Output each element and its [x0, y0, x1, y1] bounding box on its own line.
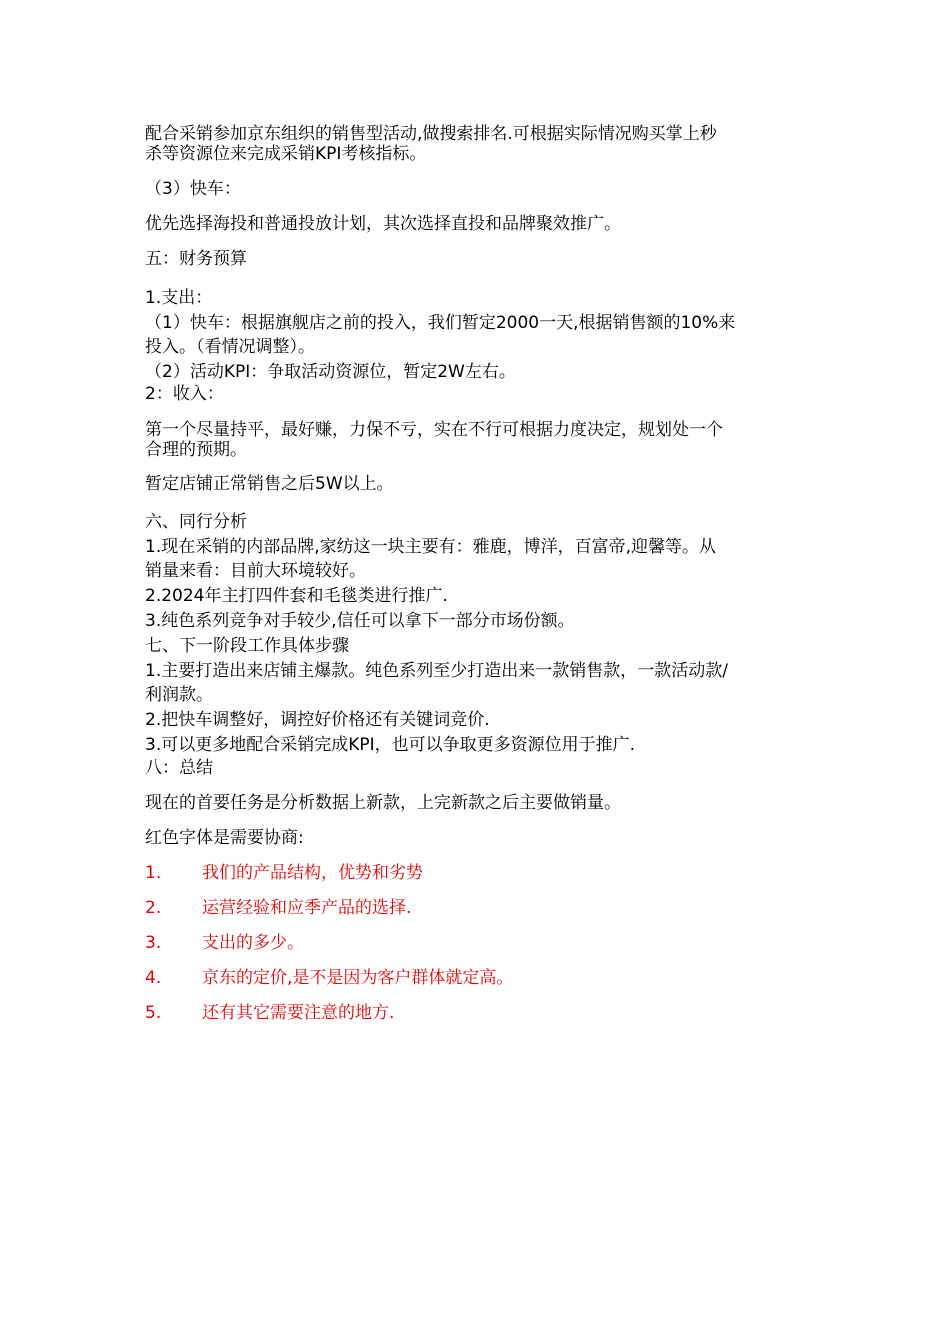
- section-heading-peer-analysis: 六、同行分析: [145, 512, 247, 532]
- section-heading-summary: 八：总结: [145, 758, 213, 778]
- paragraph-line: 杀等资源位来完成采销KPI考核指标。: [145, 144, 427, 164]
- red-list-item: [145, 968, 825, 988]
- red-list-item: [145, 863, 825, 883]
- paragraph-line: 现在的首要任务是分析数据上新款，上完新款之后主要做销量。: [145, 793, 621, 813]
- list-item: 1.支出：: [145, 288, 213, 308]
- list-number: 4.: [145, 968, 162, 988]
- list-item: 2.2024年主打四件套和毛毯类进行推广.: [145, 586, 448, 606]
- list-number: 2.: [145, 898, 162, 918]
- list-item: 1.现在采销的内部品牌,家纺这一块主要有：雅鹿，博洋，百富帝,迎馨等。从: [145, 537, 717, 557]
- red-list-item: [145, 933, 825, 953]
- list-number: 3.: [145, 933, 162, 953]
- list-item: 3.纯色系列竞争对手较少,信任可以拿下一部分市场份额。: [145, 611, 575, 631]
- red-list-item: [145, 898, 825, 918]
- list-item: （1）快车：根据旗舰店之前的投入，我们暂定2000一天,根据销售额的10%来: [145, 313, 736, 333]
- list-item: 2：收入：: [145, 384, 224, 404]
- paragraph-line: 配合采销参加京东组织的销售型活动,做搜索排名.可根据实际情况购买掌上秒: [145, 124, 717, 144]
- section-heading-budget: 五：财务预算: [145, 249, 247, 269]
- list-item: 1.主要打造出来店铺主爆款。纯色系列至少打造出来一款销售款，一款活动款/: [145, 661, 728, 681]
- list-item: 销量来看：目前大环境较好。: [145, 561, 366, 581]
- paragraph-line: 合理的预期。: [145, 440, 247, 460]
- subheading-kuaiche: （3）快车：: [145, 179, 241, 199]
- list-number: 5.: [145, 1003, 162, 1023]
- list-item: 2.把快车调整好，调控好价格还有关键词竞价.: [145, 710, 490, 730]
- list-item: 3.可以更多地配合采销完成KPI，也可以争取更多资源位用于推广.: [145, 735, 636, 755]
- section-heading-next-steps: 七、下一阶段工作具体步骤: [145, 636, 349, 656]
- paragraph-line: 红色字体是需要协商:: [145, 828, 304, 848]
- red-list-item: [145, 1003, 825, 1023]
- paragraph-line: 优先选择海投和普通投放计划，其次选择直投和品牌聚效推广。: [145, 214, 621, 234]
- list-item: （2）活动KPI：争取活动资源位，暂定2W左右。: [145, 362, 516, 382]
- list-text: 我们的产品结构，优势和劣势: [202, 863, 423, 883]
- list-text: 支出的多少。: [202, 933, 304, 953]
- list-number: 1.: [145, 863, 162, 883]
- list-text: 京东的定价,是不是因为客户群体就定高。: [202, 968, 514, 988]
- list-item: 利润款。: [145, 685, 213, 705]
- list-text: 还有其它需要注意的地方.: [202, 1003, 395, 1023]
- paragraph-line: 暂定店铺正常销售之后5W以上。: [145, 474, 394, 494]
- list-item: 投入。（看情况调整）。: [145, 337, 315, 357]
- paragraph-line: 第一个尽量持平，最好赚，力保不亏，实在不行可根据力度决定，规划处一个: [145, 420, 723, 440]
- list-text: 运营经验和应季产品的选择.: [202, 898, 412, 918]
